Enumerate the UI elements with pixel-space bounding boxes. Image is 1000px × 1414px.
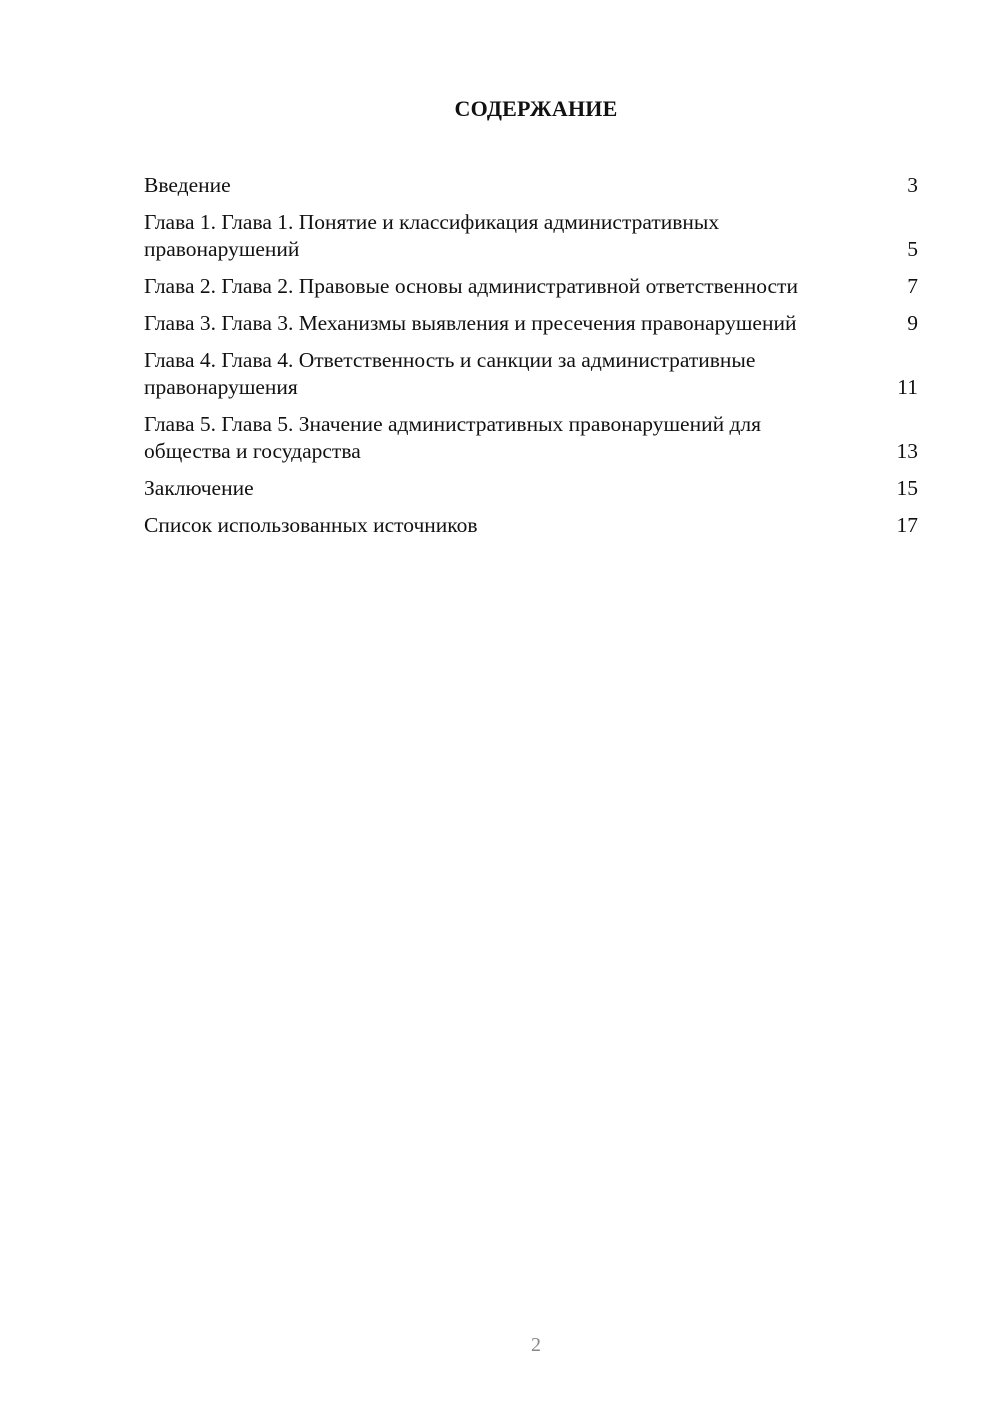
page-number: 2 (531, 1334, 541, 1356)
toc-entry-text: Глава 1. Глава 1. Понятие и классификация административных правонарушений (144, 210, 720, 261)
toc-entry-references (144, 512, 920, 539)
toc-entry-chapter-5 (144, 411, 920, 465)
table-of-contents (144, 172, 920, 549)
toc-entry-page: 17 (896, 513, 918, 537)
toc-entry-text: Заключение (144, 476, 254, 500)
toc-entry-chapter-3 (144, 310, 920, 337)
toc-entry-page: 9 (907, 311, 918, 335)
toc-entry-introduction (144, 172, 920, 199)
toc-entry-chapter-1 (144, 209, 920, 263)
toc-entry-text: Глава 4. Глава 4. Ответственность и санкции за административные правонарушения (144, 348, 756, 399)
toc-entry-text: Глава 2. Глава 2. Правовые основы административной ответственности (144, 274, 798, 298)
toc-entry-page: 13 (896, 439, 918, 463)
toc-entry-page: 15 (896, 476, 918, 500)
toc-entry-page: 3 (907, 173, 918, 197)
toc-entry-conclusion (144, 475, 920, 502)
toc-entry-page: 5 (907, 237, 918, 261)
toc-entry-text: Введение (144, 173, 231, 197)
toc-entry-page: 7 (907, 274, 918, 298)
toc-title: СОДЕРЖАНИЕ (454, 96, 618, 121)
toc-entry-page: 11 (897, 375, 918, 399)
toc-entry-text: Список использованных источников (144, 513, 478, 537)
toc-entry-text: Глава 5. Глава 5. Значение административных правонарушений для общества и государства (144, 412, 762, 463)
toc-entry-chapter-4 (144, 347, 920, 401)
toc-entry-chapter-2 (144, 273, 920, 300)
toc-entry-text: Глава 3. Глава 3. Механизмы выявления и пресечения правонарушений (144, 311, 797, 335)
